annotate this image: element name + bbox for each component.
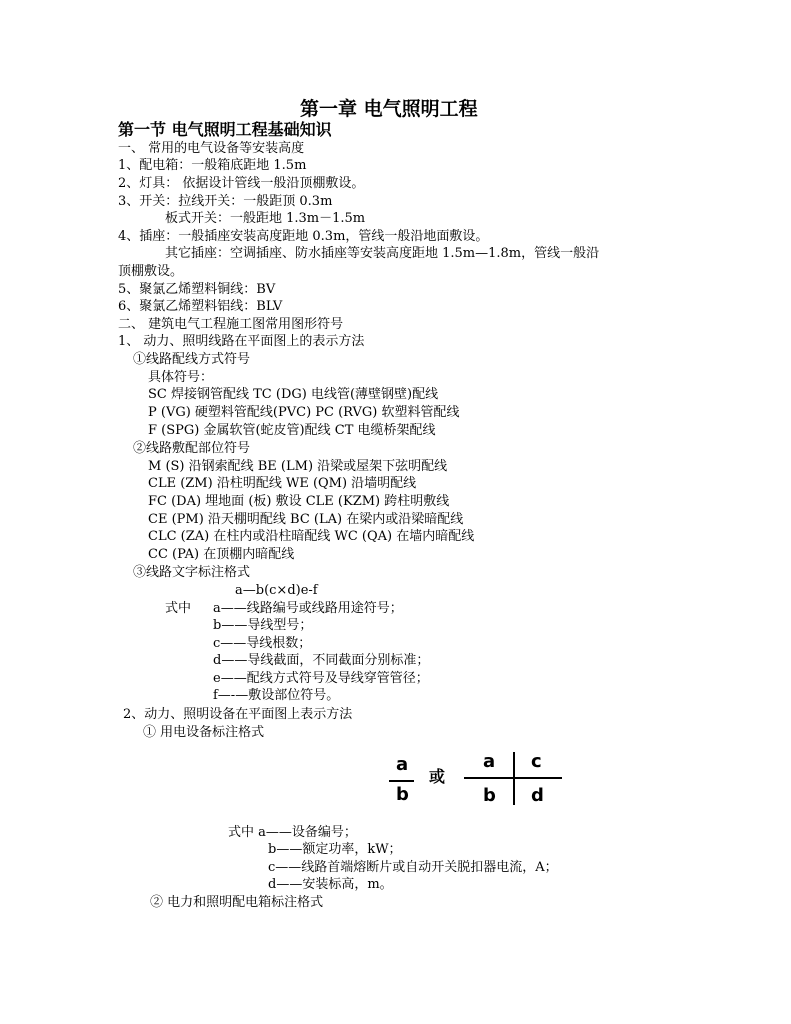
wiring-method-title: ①线路配线方式符号: [133, 352, 251, 367]
legend-item: c——导线根数；: [213, 636, 312, 651]
list-item: 6、聚氯乙烯塑料铝线：BLV: [118, 299, 283, 314]
list-item: 顶棚敷设。: [118, 264, 184, 279]
fig-left-top: a: [396, 754, 409, 775]
symbol-row: SC 焊接钢管配线 TC (DG) 电线管(薄壁钢壁)配线: [148, 387, 439, 402]
legend-item: d——安装标高，m。: [268, 877, 393, 892]
legend-item: d——导线截面，不同截面分别标准；: [213, 653, 430, 668]
list-item: 3、开关：拉线开关：一般距顶 0.3m: [118, 194, 333, 209]
fig-right-bottom-left: b: [483, 785, 496, 806]
part2-heading: 二、 建筑电气工程施工图常用图形符号: [118, 317, 344, 332]
symbol-row: P (VG) 硬塑料管配线(PVC) PC (RVG) 软塑料管配线: [148, 405, 460, 420]
label-formula: a—b(c×d)e-f: [235, 583, 318, 598]
cross-vertical-line: [513, 752, 515, 805]
legend-item: b——导线型号；: [213, 618, 313, 633]
laying-position-title: ②线路敷配部位符号: [133, 441, 251, 456]
symbol-row: CC (PA) 在顶棚内暗配线: [148, 547, 295, 562]
list-item: 其它插座：空调插座、防水插座等安装高度距地 1.5m—1.8m，管线一般沿: [165, 246, 600, 261]
symbol-row: CLE (ZM) 沿柱明配线 WE (QM) 沿墙明配线: [148, 476, 417, 491]
fig-right-bottom-right: d: [531, 785, 544, 806]
symbol-row: CLC (ZA) 在柱内或沿柱暗配线 WC (QA) 在墙内暗配线: [148, 529, 475, 544]
equipment-label-figure: [385, 752, 565, 810]
symbol-row: FC (DA) 埋地面 (板) 敷设 CLE (KZM) 跨柱明敷线: [148, 494, 450, 509]
list-item: 5、聚氯乙烯塑料铜线：BV: [118, 282, 276, 297]
legend-item: f—-—敷设部位符号。: [213, 688, 340, 703]
section-title: 第一节 电气照明工程基础知识: [118, 120, 332, 139]
legend-item: e——配线方式符号及导线穿管管径；: [213, 671, 429, 686]
legend-item: a——线路编号或线路用途符号；: [213, 601, 403, 616]
fig-right-top-left: a: [483, 751, 496, 772]
symbol-row: M (S) 沿钢索配线 BE (LM) 沿梁或屋架下弦明配线: [148, 459, 448, 474]
distribution-box-title: ② 电力和照明配电箱标注格式: [150, 895, 324, 910]
legend-item: b——额定功率，kW；: [268, 842, 402, 857]
list-item: 4、插座：一般插座安装高度距地 0.3m，管线一般沿地面敷设。: [118, 229, 489, 244]
legend-item: c——线路首端熔断片或自动开关脱扣器电流，A；: [268, 860, 558, 875]
symbol-row: F (SPG) 金属软管(蛇皮管)配线 CT 电缆桥架配线: [148, 423, 436, 438]
list-item: 板式开关：一般距地 1.3m－1.5m: [165, 211, 366, 226]
chapter-title: 第一章 电气照明工程: [300, 98, 478, 120]
list-item: 2、灯具： 依据设计管线一般沿顶棚敷设。: [118, 176, 365, 191]
equipment-title: ① 用电设备标注格式: [143, 725, 265, 740]
fig-right-top-right: c: [531, 751, 542, 772]
fig-connector: 或: [429, 767, 446, 786]
symbol-row: CE (PM) 沿天棚明配线 BC (LA) 在梁内或沿梁暗配线: [148, 512, 464, 527]
wiring-method-intro: 具体符号：: [148, 370, 214, 385]
legend-prefix: 式中: [165, 601, 192, 616]
fraction-line: [389, 780, 414, 782]
list-item: 1、配电箱：一般箱底距地 1.5m: [118, 158, 307, 173]
part1-heading: 一、 常用的电气设备等安装高度: [118, 141, 305, 156]
fig-left-bottom: b: [396, 784, 409, 805]
legend-item: 式中 a——设备编号；: [228, 825, 357, 840]
subsection-heading: 1、 动力、照明线路在平面图上的表示方法: [118, 334, 365, 349]
subsection-heading: 2、动力、照明设备在平面图上表示方法: [123, 707, 353, 722]
label-format-title: ③线路文字标注格式: [133, 565, 251, 580]
